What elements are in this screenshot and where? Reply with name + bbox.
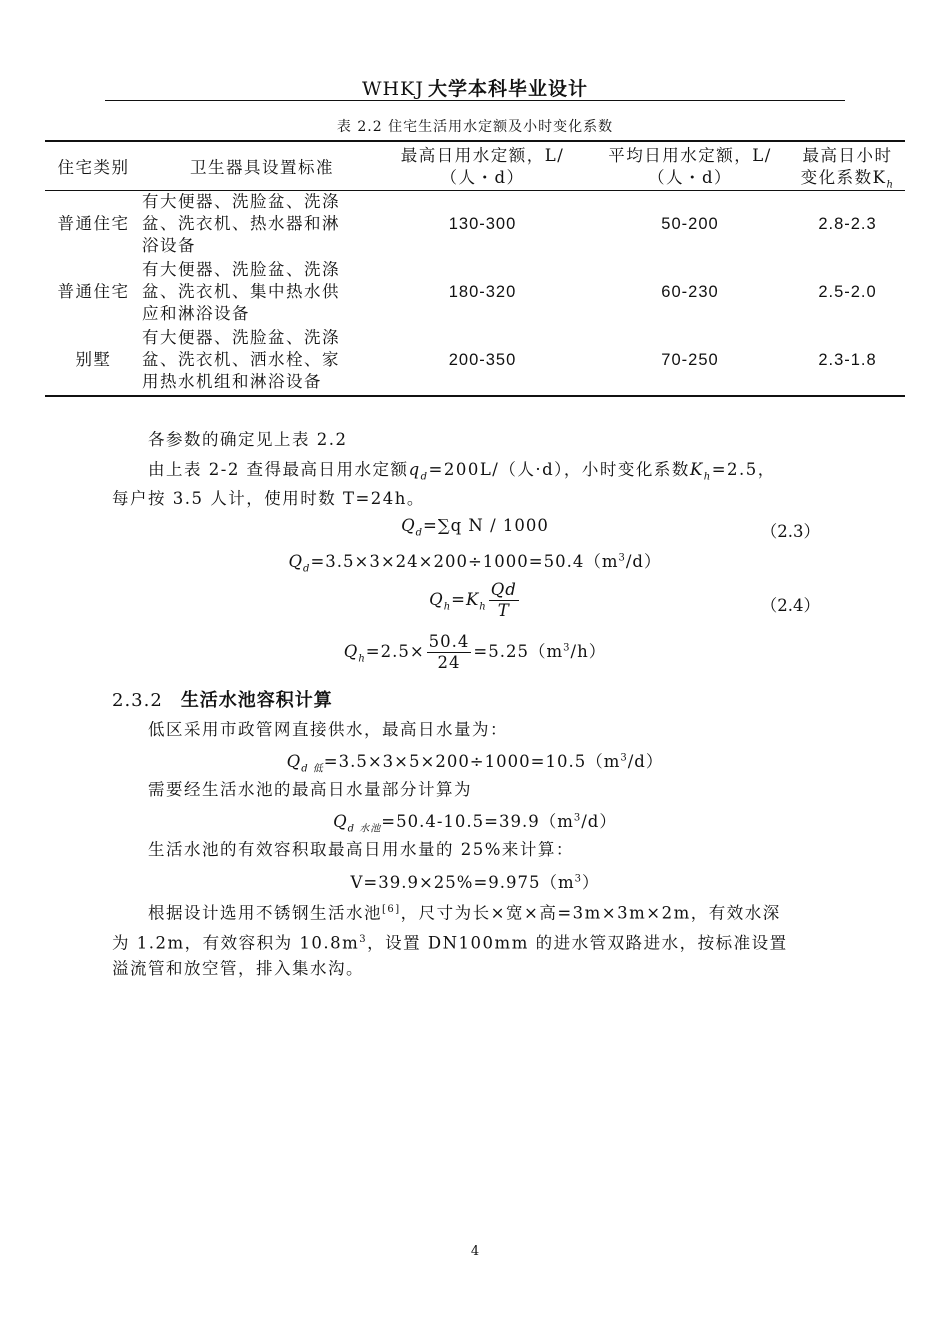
eq-end: /d） <box>581 812 617 831</box>
table-row <box>45 191 905 259</box>
paragraph-2 <box>148 458 776 489</box>
row-standard <box>142 327 382 393</box>
eq-mid: =K <box>451 590 480 609</box>
equation-number-2-4: （2.4） <box>760 596 820 615</box>
paragraph-2-text-a: 由上表 2-2 查得最高日用水定额 <box>148 460 409 479</box>
col-header-avg-quota-line2: （人・d） <box>647 168 733 187</box>
row-standard-line: 浴设备 <box>142 236 196 255</box>
eq-rhs: =50.4-10.5=39.9（m <box>381 812 574 831</box>
equation-qd-tank <box>0 808 950 834</box>
eq-denominator: T <box>497 601 510 620</box>
row-standard-line: 盆、洗衣机、洒水栓、家 <box>142 350 340 369</box>
paragraph-7 <box>148 898 781 926</box>
paragraph-8 <box>112 928 788 956</box>
header-code: WHKJ <box>362 78 424 100</box>
eq-sub: h <box>443 601 452 613</box>
row-standard-line: 盆、洗衣机、集中热水供 <box>142 282 340 301</box>
eq-end: ） <box>582 873 600 892</box>
row-max-quota: 180-320 <box>448 283 517 301</box>
paragraph-1: 各参数的确定见上表 2.2 <box>148 430 348 449</box>
paragraph-6: 生活水池的有效容积取最高日用水量的 25%来计算： <box>148 840 574 859</box>
row-standard-line: 有大便器、洗脸盆、洗涤 <box>142 192 340 211</box>
eq-fraction <box>427 632 472 673</box>
col-header-max-quota-line2: （人・d） <box>440 168 525 187</box>
section-heading <box>112 686 333 712</box>
eq-rhs: =3.5×3×5×200÷1000=10.5（m <box>323 752 621 771</box>
paragraph-2-text-b: =200L/（人·d），小时变化系数 <box>428 460 690 479</box>
eq-symbol: Q <box>288 552 304 571</box>
equation-volume <box>0 869 950 893</box>
eq-sup: 3 <box>618 552 626 564</box>
paragraph-5: 需要经生活水池的最高日水量部分计算为 <box>148 780 472 799</box>
paragraph-8-text-b: ，设置 DN100mm 的进水管双路进水，按标准设置 <box>367 933 788 953</box>
row-standard-line: 应和淋浴设备 <box>142 304 250 323</box>
eq-sup: 3 <box>574 873 583 885</box>
row-standard <box>142 191 382 257</box>
var-q: q <box>408 460 421 479</box>
eq-numerator: Qd <box>490 580 517 599</box>
eq-sub: d 低 <box>301 763 324 775</box>
eq-mid-sub: h <box>479 601 487 613</box>
paragraph-3: 每户按 3.5 人计，使用时数 T=24h。 <box>112 489 425 508</box>
row-max-quota: 200-350 <box>448 351 517 369</box>
paragraph-8-text-a: 为 1.2m，有效容积为 10.8m <box>112 933 360 953</box>
equation-qd-low <box>0 748 950 774</box>
header-title: 大学本科毕业设计 <box>427 78 588 100</box>
row-standard <box>142 259 382 325</box>
eq-symbol: Q <box>343 642 359 661</box>
row-k: 2.8-2.3 <box>818 215 877 233</box>
eq-part-a: =2.5× <box>365 642 425 661</box>
table-bottom-rule <box>45 395 905 397</box>
row-avg-quota: 70-250 <box>661 351 719 369</box>
var-q-sub: d <box>420 471 429 483</box>
eq-sub: d <box>415 527 424 539</box>
eq-sub: d <box>303 563 311 575</box>
paragraph-9: 溢流管和放空管，排入集水沟。 <box>112 959 364 978</box>
table-row <box>45 259 905 327</box>
eq-end: /h） <box>570 642 607 661</box>
eq-rhs: =3.5×3×24×200÷1000=50.4（m <box>310 552 619 571</box>
col-header-max-quota-line1: 最高日用水定额，L/ <box>400 146 565 165</box>
eq-numerator: 50.4 <box>428 632 470 651</box>
equation-qh <box>0 632 950 673</box>
row-type: 普通住宅 <box>57 214 130 233</box>
eq-sub: d 水池 <box>347 823 382 835</box>
col-header-k-text: 变化系数K <box>800 168 887 187</box>
col-header-standard: 卫生器具设置标准 <box>190 158 334 177</box>
col-header-avg-quota <box>595 145 785 189</box>
section-title: 生活水池容积计算 <box>180 690 333 711</box>
row-type: 普通住宅 <box>57 282 130 301</box>
col-header-max-quota <box>390 145 575 189</box>
row-k: 2.5-2.0 <box>818 283 877 301</box>
table-caption: 表 2.2 住宅生活用水定额及小时变化系数 <box>336 119 614 135</box>
citation-ref: [6] <box>382 904 401 915</box>
eq-symbol: Q <box>333 812 348 831</box>
row-standard-line: 用热水机组和淋浴设备 <box>142 372 322 391</box>
equation-qd <box>0 548 950 574</box>
eq-end: /d） <box>625 552 662 571</box>
row-max-quota: 130-300 <box>448 215 517 233</box>
water-quota-table <box>45 140 905 397</box>
paragraph-2-text-c: =2.5， <box>711 460 776 479</box>
eq-rhs: =∑q N / 1000 <box>423 516 549 535</box>
paragraph-8-sup: 3 <box>359 934 368 945</box>
row-avg-quota: 60-230 <box>661 283 719 301</box>
eq-sup: 3 <box>620 752 628 764</box>
eq-sub: h <box>358 653 366 665</box>
section-number: 2.3.2 <box>112 690 163 711</box>
row-type: 别墅 <box>75 350 112 369</box>
col-header-k-sub: h <box>886 179 895 191</box>
row-k: 2.3-1.8 <box>818 351 877 369</box>
equation-number-2-3: （2.3） <box>760 522 820 541</box>
row-avg-quota: 50-200 <box>661 215 719 233</box>
var-k-sub: h <box>703 471 712 483</box>
page-number: 4 <box>470 1244 480 1259</box>
row-standard-line: 有大便器、洗脸盆、洗涤 <box>142 260 340 279</box>
eq-part-b: =5.25（m <box>473 642 564 661</box>
eq-symbol: Q <box>429 590 444 609</box>
paragraph-4: 低区采用市政管网直接供水，最高日水量为： <box>148 720 508 739</box>
row-standard-line: 盆、洗衣机、热水器和淋 <box>142 214 340 233</box>
paragraph-7-text-b: ，尺寸为长×宽×高=3m×3m×2m，有效水深 <box>400 903 781 923</box>
col-header-avg-quota-line1: 平均日用水定额，L/ <box>608 146 772 165</box>
var-k: K <box>689 460 704 479</box>
eq-denominator: 24 <box>437 653 461 672</box>
eq-end: /d） <box>627 752 664 771</box>
eq-symbol: Q <box>401 516 416 535</box>
paragraph-7-text-a: 根据设计选用不锈钢生活水池 <box>148 903 382 923</box>
eq-sup: 3 <box>563 642 571 654</box>
col-header-k-line1: 最高日小时 <box>802 146 893 165</box>
table-header-row <box>45 142 905 190</box>
page-header <box>0 74 950 101</box>
col-header-type: 住宅类别 <box>57 158 130 177</box>
row-standard-line: 有大便器、洗脸盆、洗涤 <box>142 328 340 347</box>
eq-fraction <box>489 580 519 621</box>
header-rule <box>105 100 845 101</box>
col-header-k <box>790 145 905 196</box>
eq-rhs: V=39.9×25%=9.975（m <box>350 873 575 892</box>
table-row <box>45 327 905 395</box>
eq-sup: 3 <box>573 812 582 824</box>
eq-symbol: Q <box>286 752 302 771</box>
